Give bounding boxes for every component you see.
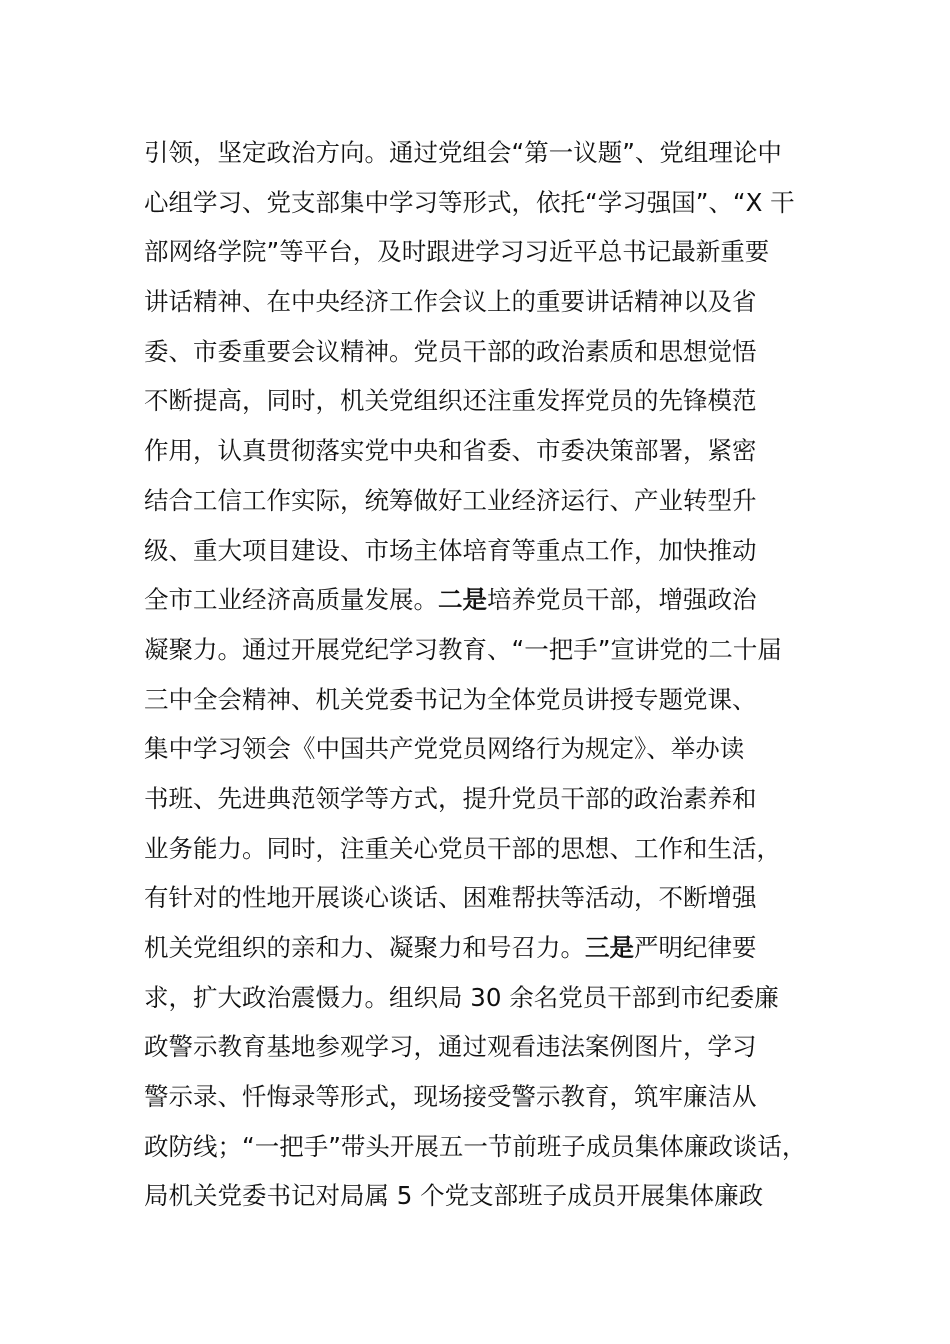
text-line [144,128,834,178]
text-run: 结合工信工作实际，统筹做好工业经济运行、产业转型升 [144,485,757,515]
text-line [144,327,834,377]
text-run: 讲话精神、在中央经济工作会议上的重要讲话精神以及省 [144,287,757,317]
text-line [144,178,834,228]
bold-emphasis-text: 二是 [438,585,487,615]
text-line [144,824,834,874]
text-run: 不断提高，同时，机关党组织还注重发挥党员的先锋模范 [144,386,757,416]
text-line [144,526,834,576]
text-line [144,1072,834,1122]
bold-emphasis-text: 三是 [585,933,634,962]
text-line [144,873,834,923]
text-line [144,376,834,426]
text-run: 集中学习领会《中国共产党党员网络行为规定》、举办读 [144,734,745,764]
text-run: 严明纪律要 [634,933,757,962]
text-run: 业务能力。同时，注重关心党员干部的思想、工作和生活， [144,833,781,863]
text-line [144,426,834,476]
text-line [144,675,834,725]
text-line [144,923,834,973]
text-line [144,1022,834,1072]
body-paragraph [144,128,834,1221]
text-run: 委、市委重要会议精神。党员干部的政治素质和思想觉悟 [144,336,757,366]
text-line [144,1171,834,1221]
text-line [144,476,834,526]
text-run: 心组学习、党支部集中学习等形式，依托“学习强国”、“X 干 [144,187,795,217]
text-run: 作用，认真贯彻落实党中央和省委、市委决策部署，紧密 [144,436,757,466]
text-run: 求，扩大政治震慑力。组织局 30 余名党员干部到市纪委廉 [144,982,779,1012]
text-run: 警示录、忏悔录等形式，现场接受警示教育，筑牢廉洁从 [144,1082,757,1112]
text-run: 有针对的性地开展谈心谈话、困难帮扶等活动，不断增强 [144,883,757,913]
text-line [144,724,834,774]
text-run: 部网络学院”等平台，及时跟进学习习近平总书记最新重要 [144,237,770,267]
text-run: 培养党员干部，增强政治 [487,585,757,615]
text-run: 三中全会精神、机关党委书记为全体党员讲授专题党课、 [144,684,757,714]
text-run: 凝聚力。通过开展党纪学习教育、“一把手”宣讲党的二十届 [144,634,782,664]
text-run: 全市工业经济高质量发展。 [144,585,438,615]
text-line [144,277,834,327]
text-run: 书班、先进典范领学等方式，提升党员干部的政治素养和 [144,783,757,813]
text-line [144,227,834,277]
text-line [144,575,834,625]
text-run: 政防线；“一把手”带头开展五一节前班子成员集体廉政谈话， [144,1131,807,1161]
text-run: 机关党组织的亲和力、凝聚力和号召力。 [144,933,585,962]
text-line [144,625,834,675]
text-line [144,973,834,1023]
text-line [144,1122,834,1172]
text-run: 政警示教育基地参观学习，通过观看违法案例图片，学习 [144,1032,757,1062]
text-run: 引领，坚定政治方向。通过党组会“第一议题”、党组理论中 [144,138,782,167]
text-line [144,774,834,824]
text-run: 局机关党委书记对局属 5 个党支部班子成员开展集体廉政 [144,1181,764,1211]
text-run: 级、重大项目建设、市场主体培育等重点工作，加快推动 [144,535,757,565]
